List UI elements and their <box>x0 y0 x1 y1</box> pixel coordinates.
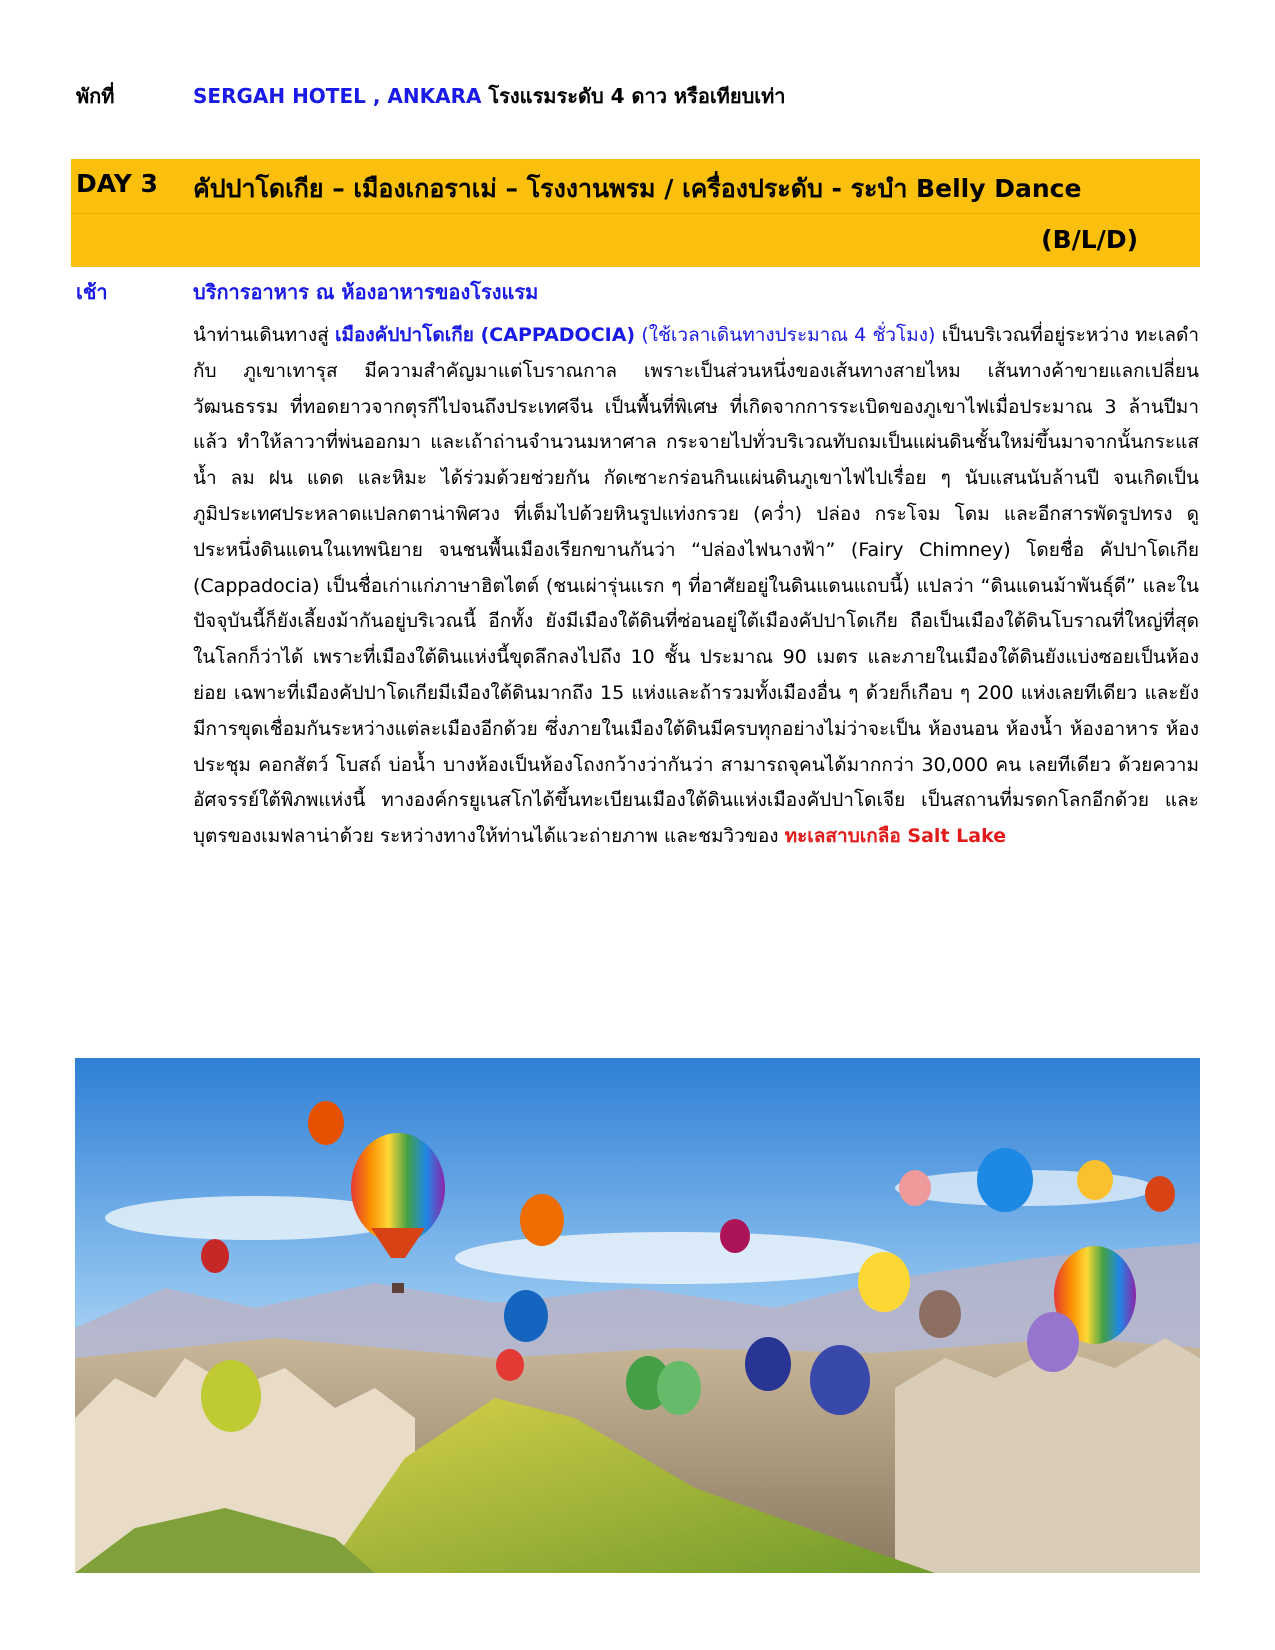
day-title: คัปปาโดเกีย – เมืองเกอราเม่ – โรงงานพรม / เครื่องประดับ - ระบำ Belly Dance <box>193 174 1082 203</box>
day-header-band <box>71 159 1200 267</box>
hotel-name: SERGAH HOTEL , ANKARA <box>193 84 482 108</box>
breakfast-heading: บริการอาหาร ณ ห้องอาหารของโรงแรม <box>193 280 539 304</box>
band-divider <box>71 213 1200 214</box>
para-intro: นำท่านเดินทางสู่ <box>193 324 335 346</box>
para-body: เป็นบริเวณที่อยู่ระหว่าง ทะเลดำ กับ ภูเขาเทารุส มีความสำคัญมาแต่โบราณกาล เพราะเป็นส่วนหนึ่งของเส้นทางสายไหม เส้นทางค้าขายแลกเปลี่ยนวัฒนธรรม ที่ทอดยาวจากตุรกีไปจนถึงประเทศจีน เป็นพื้นที่พิเศษ ที่เกิดจากการระเบิดของภูเขาไฟเมื่อประมาณ 3 ล้านปีมาแล้ว ทำให้ลาวาที่พ่นออกมา และเถ้าถ่านจำนวนมหาศาล กระจายไปทั่วบริเวณทับถมเป็นแผ่นดินชั้นใหม่ขึ้นมาจากนั้นกระแสน้ำ ลม ฝน แดด และหิมะ ได้ร่วมด้วยช่วยกัน กัดเซาะกร่อนกินแผ่นดินภูเขาไฟไปเรื่อย ๆ นับแสนนับล้านปี จนเกิดเป็นภูมิประเทศประหลาดแปลกตาน่าพิศวง ที่เต็มไปด้วยหินรูปแท่งกรวย (คว่ำ) ปล่อง กระโจม โดม และอีกสารพัดรูปทรง ดูประหนึ่งดินแดนในเทพนิยาย จนชนพื้นเมืองเรียกขานกันว่า “ปล่องไฟนางฟ้า” (Fairy Chimney) โดยชื่อ คัปปาโดเกีย (Cappadocia) เป็นชื่อเก่าแก่ภาษาฮิตไตต์ (ชนเผ่ารุ่นแรก ๆ ที่อาศัยอยู่ในดินแดนแถบนี้) แปลว่า “ดินแดนม้าพันธุ์ดี” และในปัจจุบันนี้ก็ยังเลี้ยงม้ากันอยู่บริเวณนี้ อีกทั้ง ยังมีเมืองใต้ดินที่ซ่อนอยู่ใต้เมืองคัปปาโดเกีย ถือเป็นเมืองใต้ดินโบราณที่ใหญ่ที่สุดในโลกก็ว่าได้ เพราะที่เมืองใต้ดินแห่งนี้ขุดลึกลงไปถึง 10 ชั้น ประมาณ 90 เมตร และภายในเมืองใต้ดินยังแบ่งซอยเป็นห้องย่อย เฉพาะที่เมืองคัปปาโดเกียมีเมืองใต้ดินมากถึง 15 แห่งและถ้ารวมทั้งเมืองอื่น ๆ ด้วยก็เกือบ ๆ 200 แห่งเลยทีเดียว และยังมีการขุดเชื่อมกันระหว่างแต่ละเมืองอีกด้วย ซึ่งภายในเมืองใต้ดินมีครบทุกอย่างไม่ว่าจะเป็น ห้องนอน ห้องน้ำ ห้องอาหาร ห้องประชุม คอกสัตว์ โบสถ์ บ่อน้ำ บางห้องเป็นห้องโถงกว้างว่ากันว่า สามารถจุคนได้มากกว่า 30,000 คน เลยทีเดียว ด้วยความอัศจรรย์ใต้พิภพแห่งนี้ ทางองค์กรยูเนสโกได้ขึ้นทะเบียนเมืองใต้ดินแห่งเมืองคัปปาโดเจีย เป็นสถานที่มรดกโลกอีกด้วย และบุตรของเมฟลาน่าด้วย ระหว่างทางให้ท่านได้แวะถ่ายภาพ และชมวิวของ <box>193 324 1200 848</box>
hotel-rating: โรงแรมระดับ 4 ดาว หรือเทียบเท่า <box>488 84 786 108</box>
hotel-info <box>193 80 786 112</box>
morning-label: เช้า <box>76 280 108 304</box>
day-meals: (B/L/D) <box>1041 225 1138 254</box>
travel-duration: (ใช้เวลาเดินทางประมาณ 4 ชั่วโมง) <box>635 324 936 346</box>
city-name: เมืองคัปปาโดเกีย (CAPPADOCIA) <box>334 324 636 346</box>
day-label: DAY 3 <box>76 169 158 198</box>
itinerary-paragraph <box>193 318 1199 855</box>
hotel-label: พักที่ <box>76 84 115 108</box>
cappadocia-balloons-photo <box>75 1058 1200 1573</box>
salt-lake-highlight: ทะเลสาบเกลือ Salt Lake <box>784 825 1007 848</box>
